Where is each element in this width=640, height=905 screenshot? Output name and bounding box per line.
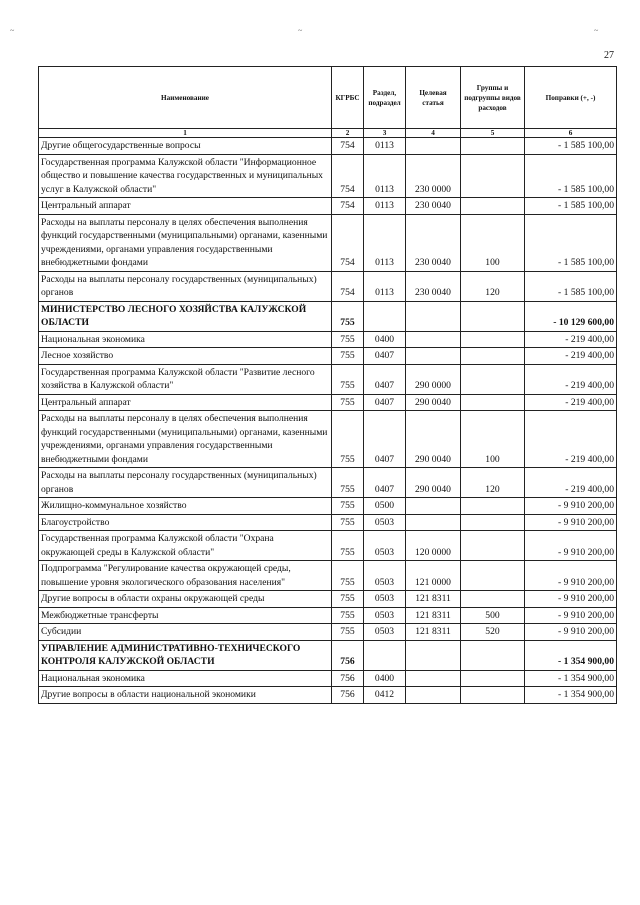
row-section: 0503: [364, 531, 406, 561]
row-group: 100: [461, 214, 525, 271]
header-section: Раздел, подраздел: [364, 67, 406, 129]
row-section: 0407: [364, 394, 406, 411]
row-group: [461, 670, 525, 687]
row-amount: - 1 585 100,00: [525, 198, 617, 215]
row-section: 0500: [364, 498, 406, 515]
scan-mark: ~: [10, 26, 15, 35]
table-row: [39, 348, 617, 365]
row-kgrbs: 754: [332, 138, 364, 155]
column-number: 4: [406, 129, 461, 138]
row-target: 290 0040: [406, 394, 461, 411]
table-row: [39, 214, 617, 271]
row-kgrbs: 755: [332, 607, 364, 624]
table-row: [39, 498, 617, 515]
row-name: Расходы на выплаты персоналу в целях обеспечения выполнения функций государственными (муниципальными) органами, казенными учреждениями, органами управления государственными внебюджетными фондами: [39, 411, 332, 468]
table-row: [39, 624, 617, 641]
row-section: 0113: [364, 214, 406, 271]
row-kgrbs: 754: [332, 271, 364, 301]
row-section: 0503: [364, 514, 406, 531]
row-target: 121 8311: [406, 624, 461, 641]
column-number: 1: [39, 129, 332, 138]
row-kgrbs: 755: [332, 331, 364, 348]
row-group: [461, 531, 525, 561]
column-number: 5: [461, 129, 525, 138]
scan-mark: ~: [298, 26, 303, 35]
table-row: [39, 301, 617, 331]
row-amount: - 9 910 200,00: [525, 561, 617, 591]
row-target: [406, 331, 461, 348]
row-group: 120: [461, 468, 525, 498]
row-section: 0113: [364, 198, 406, 215]
row-section: 0400: [364, 331, 406, 348]
row-name: Расходы на выплаты персоналу в целях обеспечения выполнения функций государственными (муниципальными) органами, казенными учреждениями, органами управления государственными внебюджетными фондами: [39, 214, 332, 271]
row-section: 0407: [364, 348, 406, 365]
column-number: 6: [525, 129, 617, 138]
row-section: 0400: [364, 670, 406, 687]
table-row: [39, 138, 617, 155]
row-name: Государственная программа Калужской области "Развитие лесного хозяйства в Калужской области": [39, 364, 332, 394]
row-section: 0407: [364, 411, 406, 468]
row-kgrbs: 755: [332, 301, 364, 331]
column-number: 2: [332, 129, 364, 138]
table-body: [39, 138, 617, 704]
row-group: [461, 198, 525, 215]
row-name: Благоустройство: [39, 514, 332, 531]
row-target: [406, 348, 461, 365]
row-section: 0113: [364, 271, 406, 301]
row-kgrbs: 756: [332, 640, 364, 670]
row-target: [406, 514, 461, 531]
row-name: Жилищно-коммунальное хозяйство: [39, 498, 332, 515]
table-row: [39, 687, 617, 704]
row-amount: - 1 354 900,00: [525, 670, 617, 687]
row-name: Межбюджетные трансферты: [39, 607, 332, 624]
table-row: [39, 271, 617, 301]
row-name: Национальная экономика: [39, 670, 332, 687]
row-kgrbs: 755: [332, 364, 364, 394]
row-kgrbs: 754: [332, 154, 364, 198]
row-group: [461, 640, 525, 670]
table-row: [39, 331, 617, 348]
row-target: 230 0040: [406, 271, 461, 301]
scan-mark: ~: [594, 26, 599, 35]
row-name: МИНИСТЕРСТВО ЛЕСНОГО ХОЗЯЙСТВА КАЛУЖСКОЙ ОБЛАСТИ: [39, 301, 332, 331]
row-kgrbs: 755: [332, 591, 364, 608]
row-name: Центральный аппарат: [39, 198, 332, 215]
row-section: 0407: [364, 468, 406, 498]
row-amount: - 219 400,00: [525, 364, 617, 394]
row-amount: - 1 585 100,00: [525, 154, 617, 198]
row-group: 120: [461, 271, 525, 301]
row-target: [406, 670, 461, 687]
column-number: 3: [364, 129, 406, 138]
row-group: [461, 394, 525, 411]
row-group: [461, 364, 525, 394]
header-row: [39, 67, 617, 129]
table-row: [39, 411, 617, 468]
row-group: [461, 514, 525, 531]
row-name: Национальная экономика: [39, 331, 332, 348]
header-groups: Группы и подгруппы видов расходов: [461, 67, 525, 129]
row-target: [406, 498, 461, 515]
row-kgrbs: 755: [332, 468, 364, 498]
row-name: УПРАВЛЕНИЕ АДМИНИСТРАТИВНО-ТЕХНИЧЕСКОГО КОНТРОЛЯ КАЛУЖСКОЙ ОБЛАСТИ: [39, 640, 332, 670]
row-amount: - 219 400,00: [525, 331, 617, 348]
row-kgrbs: 754: [332, 198, 364, 215]
row-target: 121 8311: [406, 607, 461, 624]
row-target: 290 0040: [406, 468, 461, 498]
row-kgrbs: 755: [332, 411, 364, 468]
row-name: Лесное хозяйство: [39, 348, 332, 365]
row-amount: - 219 400,00: [525, 468, 617, 498]
row-target: 290 0040: [406, 411, 461, 468]
row-group: [461, 331, 525, 348]
row-amount: - 9 910 200,00: [525, 498, 617, 515]
row-kgrbs: 755: [332, 561, 364, 591]
row-section: [364, 301, 406, 331]
row-amount: - 219 400,00: [525, 394, 617, 411]
row-amount: - 9 910 200,00: [525, 607, 617, 624]
row-kgrbs: 755: [332, 498, 364, 515]
row-name: Расходы на выплаты персоналу государственных (муниципальных) органов: [39, 468, 332, 498]
budget-table: [38, 66, 617, 704]
row-target: 120 0000: [406, 531, 461, 561]
row-section: 0407: [364, 364, 406, 394]
table-row: [39, 514, 617, 531]
row-kgrbs: 756: [332, 670, 364, 687]
table-row: [39, 154, 617, 198]
row-name: Центральный аппарат: [39, 394, 332, 411]
row-group: 500: [461, 607, 525, 624]
row-target: 290 0000: [406, 364, 461, 394]
row-amount: - 219 400,00: [525, 348, 617, 365]
header-kgrbs: КГРБС: [332, 67, 364, 129]
row-name: Расходы на выплаты персоналу государственных (муниципальных) органов: [39, 271, 332, 301]
row-amount: - 9 910 200,00: [525, 514, 617, 531]
table-row: [39, 591, 617, 608]
row-group: [461, 348, 525, 365]
table-row: [39, 531, 617, 561]
table-row: [39, 640, 617, 670]
row-group: 520: [461, 624, 525, 641]
row-section: 0503: [364, 561, 406, 591]
row-target: [406, 640, 461, 670]
row-name: Другие вопросы в области охраны окружающей среды: [39, 591, 332, 608]
row-group: [461, 687, 525, 704]
row-section: 0113: [364, 138, 406, 155]
table-row: [39, 670, 617, 687]
row-amount: - 1 585 100,00: [525, 138, 617, 155]
row-target: 230 0040: [406, 214, 461, 271]
row-section: 0503: [364, 591, 406, 608]
row-section: 0503: [364, 624, 406, 641]
row-group: [461, 561, 525, 591]
row-section: [364, 640, 406, 670]
row-group: [461, 498, 525, 515]
table-row: [39, 394, 617, 411]
table-row: [39, 468, 617, 498]
row-amount: - 9 910 200,00: [525, 591, 617, 608]
row-section: 0412: [364, 687, 406, 704]
row-group: [461, 301, 525, 331]
row-kgrbs: 755: [332, 394, 364, 411]
row-name: Другие вопросы в области национальной экономики: [39, 687, 332, 704]
row-target: [406, 138, 461, 155]
table-row: [39, 198, 617, 215]
table-row: [39, 364, 617, 394]
row-amount: - 9 910 200,00: [525, 624, 617, 641]
row-kgrbs: 755: [332, 514, 364, 531]
header-target: Целевая статья: [406, 67, 461, 129]
page-number: 27: [604, 50, 614, 61]
row-target: [406, 301, 461, 331]
row-kgrbs: 755: [332, 624, 364, 641]
row-section: 0503: [364, 607, 406, 624]
row-amount: - 10 129 600,00: [525, 301, 617, 331]
row-section: 0113: [364, 154, 406, 198]
row-amount: - 219 400,00: [525, 411, 617, 468]
row-name: Субсидии: [39, 624, 332, 641]
row-group: 100: [461, 411, 525, 468]
header-name: Наименование: [39, 67, 332, 129]
table-row: [39, 607, 617, 624]
row-name: Подпрограмма "Регулирование качества окружающей среды, повышение уровня экологического образования населения": [39, 561, 332, 591]
row-name: Государственная программа Калужской области "Охрана окружающей среды в Калужской области": [39, 531, 332, 561]
row-group: [461, 591, 525, 608]
row-group: [461, 154, 525, 198]
row-name: Другие общегосударственные вопросы: [39, 138, 332, 155]
row-target: 230 0000: [406, 154, 461, 198]
row-kgrbs: 755: [332, 348, 364, 365]
header-amendments: Поправки (+, -): [525, 67, 617, 129]
row-target: 121 8311: [406, 591, 461, 608]
row-amount: - 1 585 100,00: [525, 214, 617, 271]
row-group: [461, 138, 525, 155]
table-row: [39, 561, 617, 591]
row-kgrbs: 755: [332, 531, 364, 561]
row-kgrbs: 756: [332, 687, 364, 704]
row-amount: - 9 910 200,00: [525, 531, 617, 561]
row-target: [406, 687, 461, 704]
row-amount: - 1 354 900,00: [525, 687, 617, 704]
column-number-row: [39, 129, 617, 138]
row-target: 230 0040: [406, 198, 461, 215]
row-amount: - 1 585 100,00: [525, 271, 617, 301]
row-target: 121 0000: [406, 561, 461, 591]
row-name: Государственная программа Калужской области "Информационное общество и повышение качества государственных и муниципальных услуг в Калужской области": [39, 154, 332, 198]
row-amount: - 1 354 900,00: [525, 640, 617, 670]
row-kgrbs: 754: [332, 214, 364, 271]
